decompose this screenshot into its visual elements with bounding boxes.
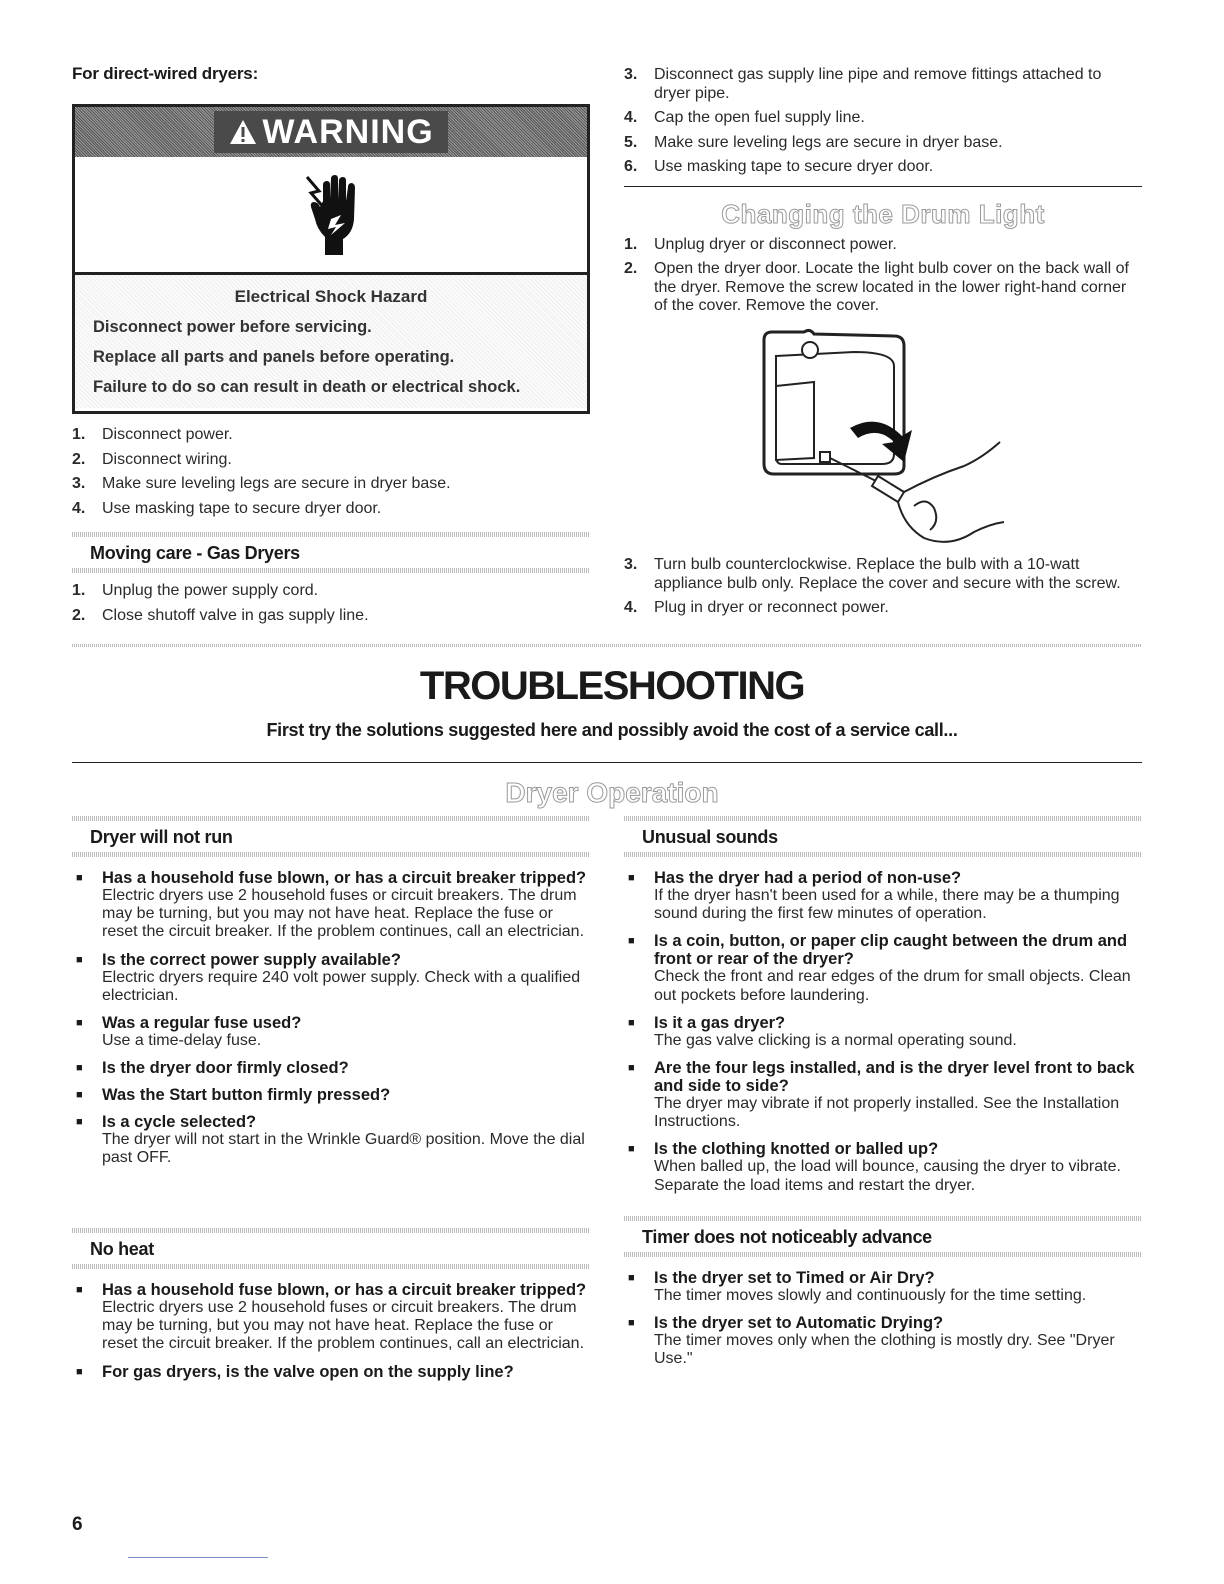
list-item: 2. Open the dryer door. Locate the light bulb cover on the back wall of the dryer. Remove the screw located in the lower right-hand corner of the cover. Remove the cover. bbox=[624, 260, 1129, 314]
direct-wired-steps bbox=[72, 426, 590, 518]
list-item: ■ Has a household fuse blown, or has a circuit breaker tripped? Electric dryers use 2 household fuses or circuit breakers. The drum may be turning, but you may not have heat. Replace the fuse or reset the circuit breaker. If the problem continues, call an electrician. bbox=[76, 869, 587, 941]
warning-header bbox=[75, 107, 587, 157]
list-item: ■ Is it a gas dryer? The gas valve clicking is a normal operating sound. bbox=[628, 1013, 1017, 1049]
hazard-title: Electrical Shock Hazard bbox=[234, 287, 428, 306]
list-item: ■ Is the dryer set to Automatic Drying? The timer moves only when the clothing is mostly dry. See "Dryer Use." bbox=[628, 1314, 1115, 1368]
list-item: ■ Is the dryer set to Timed or Air Dry? The timer moves slowly and continuously for the time setting. bbox=[628, 1269, 1087, 1304]
no-heat-heading: No heat bbox=[90, 1239, 154, 1259]
warning-line: Failure to do so can result in death or electrical shock. bbox=[93, 378, 521, 396]
list-item: ■ Is a cycle selected? The dryer will not start in the Wrinkle Guard® position. Move the dial past OFF. bbox=[76, 1113, 585, 1167]
page-number: 6 bbox=[72, 1514, 83, 1535]
drum-light-title: Changing the Drum Light bbox=[721, 198, 1045, 229]
drum-light-steps-continued bbox=[624, 556, 1142, 618]
list-item: 1. Disconnect power. bbox=[72, 426, 233, 443]
list-item: ■ Has a household fuse blown, or has a circuit breaker tripped? Electric dryers use 2 household fuses or circuit breakers. The drum may be turning, but you may not have heat. Replace the fuse or reset the circuit breaker. If the problem continues, call an electrician. bbox=[76, 1281, 587, 1353]
right-top-section bbox=[624, 66, 1142, 316]
list-item: ■ Is the clothing knotted or balled up? When balled up, the load will bounce, causing the dryer to vibrate. Separate the load items and restart the dryer. bbox=[628, 1140, 1121, 1194]
list-item: 1. Unplug dryer or disconnect power. bbox=[624, 235, 897, 253]
list-item: 3. Turn bulb counterclockwise. Replace the bulb with a 10-watt appliance bulb only. Replace the cover and secure with the screw. bbox=[624, 556, 1121, 592]
unusual-sounds-heading: Unusual sounds bbox=[642, 827, 778, 847]
list-item: 4. Use masking tape to secure dryer door. bbox=[72, 499, 382, 517]
list-item: 4. Cap the open fuel supply line. bbox=[624, 109, 865, 126]
list-item: 5. Make sure leveling legs are secure in dryer base. bbox=[624, 133, 1003, 151]
direct-wired-section bbox=[72, 64, 590, 84]
list-item: ■ Has the dryer had a period of non-use? If the dryer hasn't been used for a while, there may be a thumping sound during the first few minutes of operation. bbox=[628, 869, 1120, 923]
gas-dryer-steps-continued bbox=[624, 66, 1142, 177]
list-item: 3. Make sure leveling legs are secure in dryer base. bbox=[72, 475, 451, 492]
list-item: ■ For gas dryers, is the valve open on the supply line? bbox=[76, 1362, 514, 1381]
page-subtitle: First try the solutions suggested here and possibly avoid the cost of a service call... bbox=[266, 720, 958, 740]
timer-list bbox=[624, 1269, 1142, 1369]
direct-wired-heading: For direct-wired dryers: bbox=[72, 64, 259, 83]
list-item: ■ Is a coin, button, or paper clip caught between the drum and front or rear of the dryer? Check the front and rear edges of the drum for small objects. Clean out pockets before laundering. bbox=[628, 932, 1131, 1004]
list-item: 3. Disconnect gas supply line pipe and remove fittings attached to dryer pipe. bbox=[624, 66, 1102, 102]
no-heat-list bbox=[72, 1281, 590, 1381]
will-not-run-heading: Dryer will not run bbox=[90, 827, 233, 847]
warning-line: Replace all parts and panels before operating. bbox=[93, 348, 455, 366]
list-item: 1. Unplug the power supply cord. bbox=[72, 582, 319, 599]
drum-light-steps bbox=[624, 236, 1142, 316]
will-not-run-list bbox=[72, 869, 590, 1168]
list-item: ■ Are the four legs installed, and is the dryer level front to back and side to side? The dryer may vibrate if not properly installed. See the Installation Instructions. bbox=[628, 1059, 1135, 1131]
list-item: 6. Use masking tape to secure dryer door. bbox=[624, 158, 934, 175]
list-item: ■ Is the correct power supply available? Electric dryers require 240 volt power supply. Check with a qualified electrician. bbox=[76, 950, 581, 1004]
list-item: 4. Plug in dryer or reconnect power. bbox=[624, 599, 889, 616]
warning-label: WARNING bbox=[262, 112, 434, 151]
list-item: 2. Close shutoff valve in gas supply line. bbox=[72, 606, 369, 624]
gas-dryers-heading: Moving care - Gas Dryers bbox=[90, 543, 300, 563]
warning-triangle-icon bbox=[228, 118, 258, 146]
drum-light-cover-illustration bbox=[754, 326, 1014, 552]
list-item: ■ Was a regular fuse used? Use a time-delay fuse. bbox=[76, 1014, 302, 1050]
warning-body bbox=[75, 275, 587, 408]
list-item: ■ Is the dryer door firmly closed? bbox=[76, 1059, 349, 1078]
warning-line: Disconnect power before servicing. bbox=[93, 318, 372, 336]
dryer-operation-title: Dryer Operation bbox=[505, 777, 719, 808]
page-title: TROUBLESHOOTING bbox=[419, 664, 805, 708]
unusual-sounds-list bbox=[624, 869, 1142, 1195]
gas-dryer-steps bbox=[72, 582, 590, 625]
warning-box bbox=[72, 104, 590, 414]
electric-shock-hand-icon bbox=[301, 171, 365, 259]
list-item: ■ Was the Start button firmly pressed? bbox=[76, 1086, 391, 1105]
list-item: 2. Disconnect wiring. bbox=[72, 450, 232, 468]
timer-heading: Timer does not noticeably advance bbox=[642, 1227, 932, 1247]
